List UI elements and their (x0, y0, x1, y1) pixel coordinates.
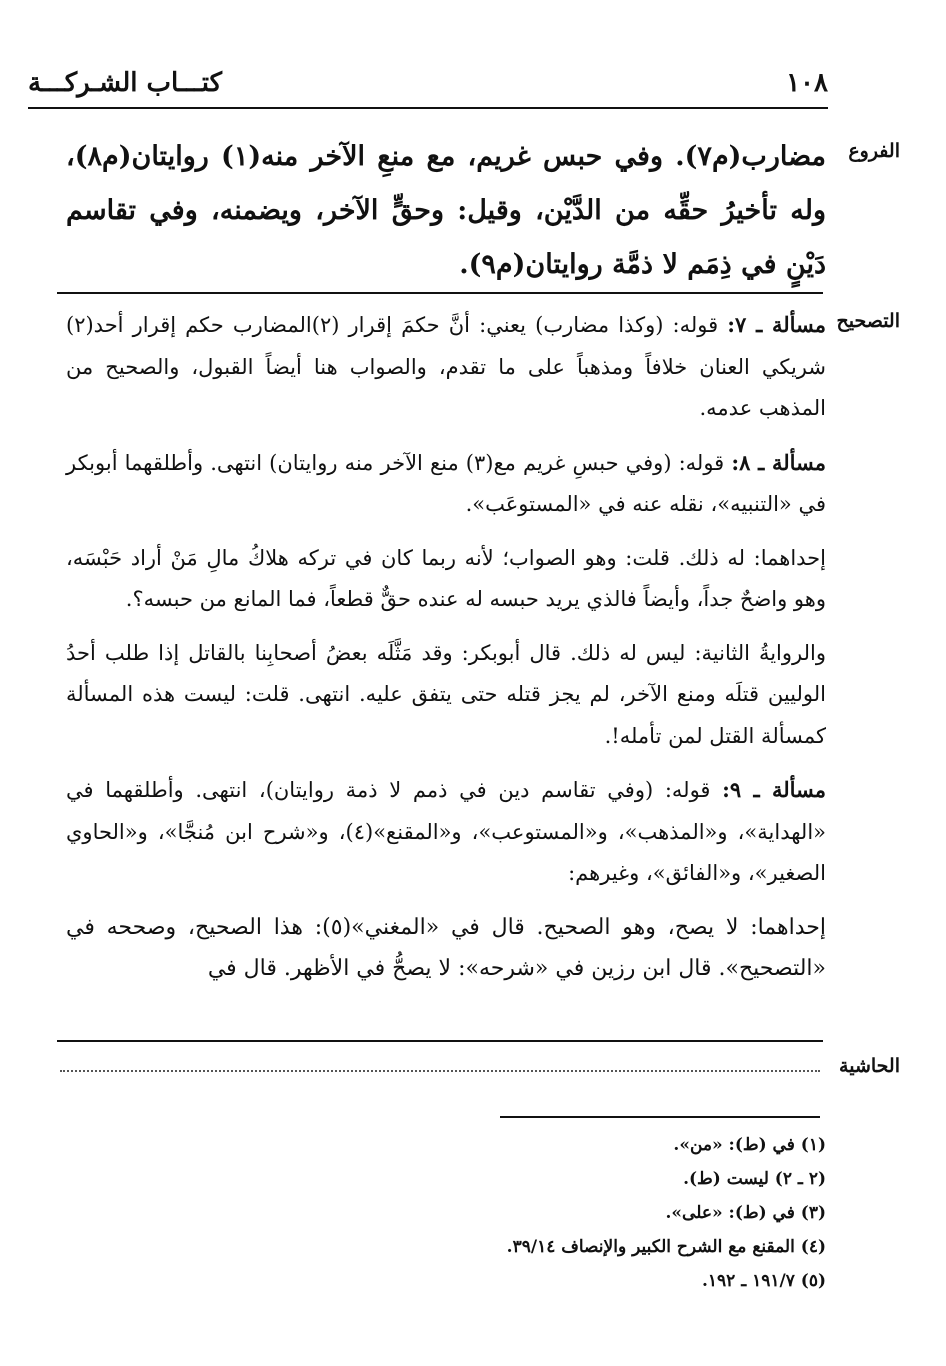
footnote: (٣) في (ط): «على». (665, 1203, 826, 1223)
section-separator (57, 292, 823, 294)
paragraph-masala-7 (66, 304, 826, 430)
footnotes (326, 1128, 826, 1298)
paragraph-masala-8 (66, 442, 826, 526)
hashiya-dotted-line (60, 1068, 820, 1072)
footnote-rule (500, 1116, 820, 1118)
side-label-furu: الفروع (848, 140, 900, 162)
paragraph-text: قوله: (وفي حبسِ غريم مع(٣) منع الآخر منه روايتان) انتهى. وأطلقهما أبوبكر في «التنبيه»، نقله عنه في «المستوعَب». (66, 450, 826, 516)
paragraph-continuation (66, 907, 826, 990)
paragraph-text: والروايةُ الثانية: ليس له ذلك. قال أبوبكر: وقد مَثَّلَه بعضُ أصحابِنا بالقاتل إذا طلب أحدُ الوليين قتلَه ومنع الآخر، لم يجز قتله حتى يتفق عليه. انتهى. قلت: ليست هذه المسألة كمسألة القتل لمن تأمله!. (66, 640, 826, 748)
furu-text: مضارب(م٧). وفي حبس غريم، مع منعِ الآخر منه(١) روايتان(م٨)، وله تأخيرُ حقِّه من الدَّيْن، وقيل: وحقٍّ الآخر، ويضمنه، وفي تقاسم دَيْنٍ في ذِمَم لا ذمَّة روايتان(م٩). (66, 141, 826, 280)
header-rule (28, 107, 828, 109)
paragraph-first-narration (66, 538, 826, 621)
masala-label: مسألة ـ ٩: (722, 777, 826, 802)
footnote: (٥) ١٩١/٧ ـ ١٩٢. (701, 1271, 826, 1291)
paragraph-text: إحداهما: لا يصح، وهو الصحيح. قال في «المغني»(٥): هذا الصحيح، وصححه في «التصحيح». قال ابن رزين في «شرحه»: لا يصحُّ في الأظهر. قال في (66, 914, 827, 981)
paragraph-masala-9 (66, 769, 826, 895)
paragraph-text: قوله: (وكذا مضارب) يعني: أنَّ حكمَ إقرار (٢)المضارب حكم إقرار أحد(٢) شريكي العنان خلافاً ومذهباً على ما تقدم، والصواب هنا أيضاً القبول، والصحيح من المذهب عدمه. (66, 313, 826, 420)
side-label-tashih: التصحيح (836, 310, 900, 332)
body-bottom-rule (57, 1040, 823, 1042)
masala-label: مسألة ـ ٨: (731, 449, 826, 475)
paragraph-second-narration (66, 633, 826, 758)
page-number: ١٠٨ (786, 68, 828, 98)
book-title: كتـــاب الشـركـــة (28, 68, 222, 98)
paragraph-text: قوله: (وفي تقاسم دين في ذمم لا ذمة روايتان)، انتهى. وأطلقهما في «الهداية»، و«المذهب»، و«المستوعب»، و«المقنع»(٤)، و«شرح ابن مُنجَّا»، و«الحاوي الصغير»، و«الفائق»، وغيرهم: (66, 778, 827, 885)
footnote: (٤) المقنع مع الشرح الكبير والإنصاف ٣٩/١٤. (506, 1237, 826, 1257)
tashih-body (66, 304, 826, 1002)
masala-label: مسألة ـ ٧: (727, 312, 827, 337)
footnote: (١) في (ط): «من». (673, 1135, 826, 1155)
page-header (28, 62, 828, 102)
side-label-hashiya: الحاشية (839, 1055, 900, 1077)
paragraph-text: إحداهما: له ذلك. قلت: وهو الصواب؛ لأنه ربما كان في تركه هلاكُ مالِ مَنْ أراد حَبْسَه، وهو واضحٌ جداً، وأيضاً فالذي يريد حبسه له عنده حقٌّ قطعاً، فما المانع من حبسه؟. (66, 545, 826, 611)
footnote: (٢ ـ ٢) ليست (ط). (683, 1169, 826, 1189)
